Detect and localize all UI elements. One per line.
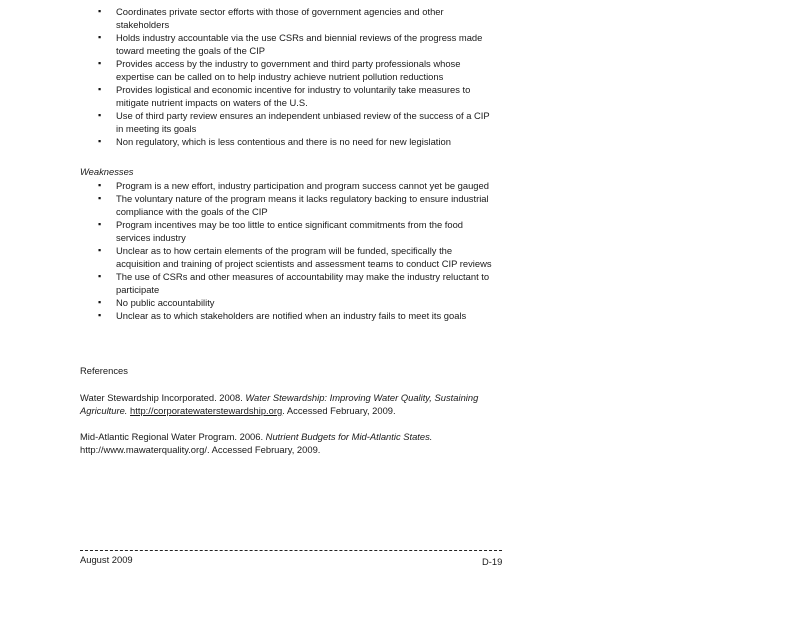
reference-entry (80, 430, 510, 456)
list-item: ▪ The voluntary nature of the program means it lacks regulatory backing to ensure industrial compliance with the goals of the CIP (97, 192, 497, 218)
references-heading: References (80, 365, 128, 376)
weaknesses-heading: Weaknesses (80, 166, 134, 177)
list-item: ▪ The use of CSRs and other measures of accountability may make the industry reluctant to participate (97, 270, 497, 296)
footer-date: August 2009 (80, 554, 133, 565)
reference-title: Nutrient Budgets for Mid-Atlantic States. (265, 431, 433, 442)
reference-accessed: . Accessed February, 2009. (206, 444, 321, 455)
weaknesses-list (97, 179, 497, 322)
reference-link[interactable]: http://www.mawaterquality.org/ (80, 444, 207, 455)
reference-entry (80, 391, 510, 417)
list-item: ▪ Provides access by the industry to government and third party professionals whose expertise can be called on to help industry achieve nutrient pollution reductions (97, 57, 497, 83)
reference-author: Water Stewardship Incorporated. 2008. (80, 392, 246, 403)
list-item: ▪ Program incentives may be too little to entice significant commitments from the food services industry (97, 218, 497, 244)
reference-link[interactable]: http://corporatewaterstewardship.org (130, 405, 283, 416)
list-item: ▪ Program is a new effort, industry participation and program success cannot yet be gauged (97, 179, 497, 192)
list-item: ▪ Provides logistical and economic incentive for industry to voluntarily take measures to mitigate nutrient impacts on waters of the U.S. (97, 83, 497, 109)
strengths-list (97, 5, 497, 148)
footer-divider (80, 550, 502, 551)
list-item: ▪ Holds industry accountable via the use CSRs and biennial reviews of the progress made toward meeting the goals of the CIP (97, 31, 497, 57)
reference-title: Water Stewardship: Improving Water Quality, Sustaining Agriculture. (80, 392, 479, 416)
list-item: ▪ Unclear as to how certain elements of the program will be funded, specifically the acquisition and training of project scientists and assessment teams to conduct CIP reviews (97, 244, 497, 270)
reference-accessed: . Accessed February, 2009. (282, 405, 396, 416)
page-number: D-19 (482, 556, 503, 567)
list-item: ▪ Coordinates private sector efforts with those of government agencies and other stakeholders (97, 5, 497, 31)
reference-author: Mid-Atlantic Regional Water Program. 2006. (80, 431, 266, 442)
list-item: ▪ Use of third party review ensures an independent unbiased review of the success of a CIP in meeting its goals (97, 109, 497, 135)
list-item: ▪ Non regulatory, which is less contentious and there is no need for new legislation (97, 135, 497, 148)
list-item: ▪ No public accountability (97, 296, 497, 309)
list-item: ▪ Unclear as to which stakeholders are notified when an industry fails to meet its goals (97, 309, 497, 322)
